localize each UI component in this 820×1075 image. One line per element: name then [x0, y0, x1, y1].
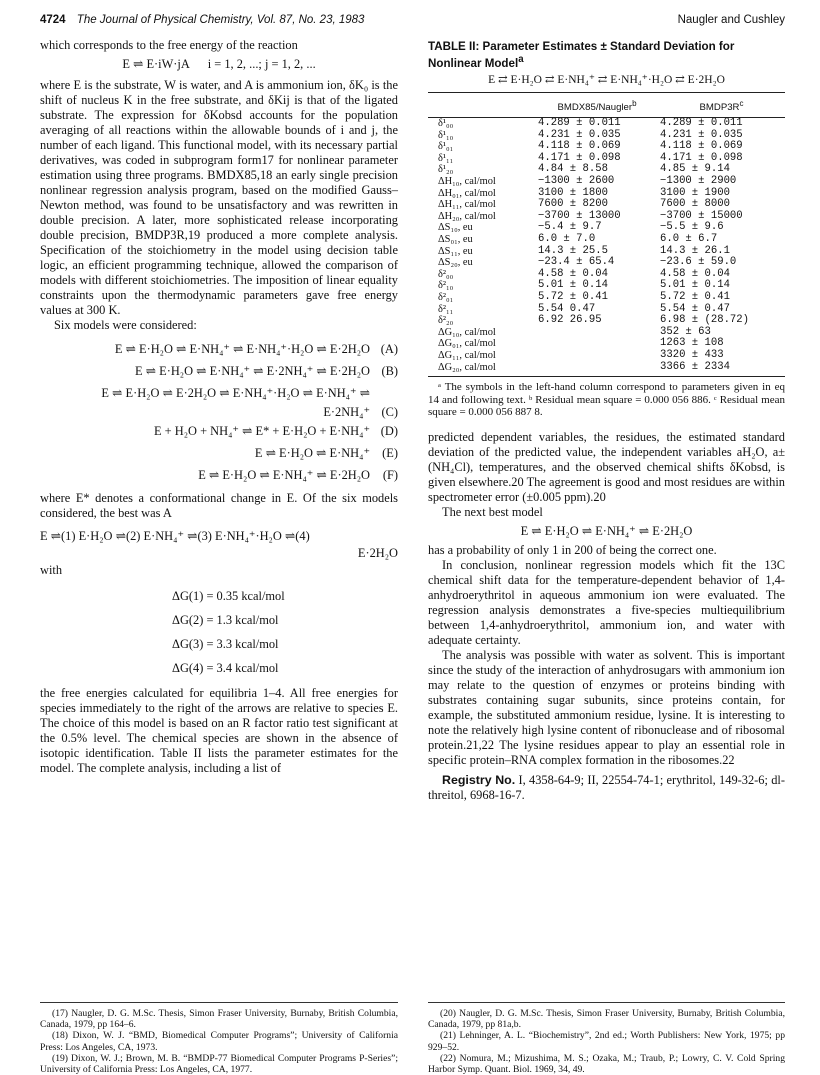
free-energy-value: ΔG(2) = 1.3 kcal/mol	[172, 613, 279, 627]
parameter-value: 4.85 ± 9.14	[660, 163, 730, 176]
left-column	[40, 38, 398, 776]
parameter-value: 352 ± 63	[660, 325, 711, 338]
parameter-value: 6.98 ± (28.72)	[660, 314, 750, 327]
table-row	[428, 222, 785, 234]
best-model-equation-cont: E·2H₂O	[357, 546, 398, 560]
running-header	[40, 14, 785, 32]
parameter-name: δ²₁₀	[438, 280, 454, 292]
parameter-name: ΔS₁₀, eu	[438, 222, 473, 234]
model-list	[40, 339, 398, 487]
parameter-name: δ¹₀₀	[438, 118, 454, 130]
paragraph: In conclusion, nonlinear regression models which fit the 13C chemical shift data for the temperature-dependent behavior of 1,4-anhydroerythritol in aqueous ammonium ion were evaluated. The regression analysis demonstrates a five-species multiequilibrium between 1,4-anhydroerythritol, ammonium ion, and water with adequate certainty.	[428, 558, 785, 648]
model-equation	[40, 443, 398, 465]
paragraph: has a probability of only 1 in 200 of being the correct one.	[428, 543, 717, 558]
paragraph: which corresponds to the free energy of the reaction	[40, 38, 298, 52]
parameter-value: 5.72 ± 0.41	[538, 290, 608, 303]
parameter-name: δ²₂₀	[438, 315, 454, 327]
parameter-value: 14.3 ± 26.1	[660, 244, 730, 257]
model-expression: E + H₂O + NH₄⁺ ⇌ E* + E·H₂O + E·NH₄⁺	[154, 424, 370, 438]
parameter-value: 5.01 ± 0.14	[538, 279, 608, 292]
parameter-value: 5.72 ± 0.41	[660, 290, 730, 303]
parameter-name: δ²₀₁	[438, 291, 454, 303]
table-scheme: E ⇄ E·H₂O ⇄ E·NH₄⁺ ⇄ E·NH₄⁺·H₂O ⇄ E·2H₂O	[428, 73, 785, 93]
table-row	[428, 327, 785, 339]
parameter-value: 5.54 ± 0.47	[660, 302, 730, 315]
header-left	[40, 14, 364, 26]
free-energy-value: ΔG(3) = 3.3 kcal/mol	[172, 637, 279, 651]
table-row	[428, 176, 785, 188]
parameter-value: 7600 ± 8000	[660, 198, 730, 211]
model-expression: E ⇌ E·H₂O ⇌ E·NH₄⁺	[254, 446, 370, 460]
parameter-value: 4.289 ± 0.011	[538, 117, 621, 130]
table-row	[428, 211, 785, 223]
parameter-value: −5.5 ± 9.6	[660, 221, 724, 234]
model-label: (A)	[380, 342, 398, 356]
model-equation	[40, 361, 398, 383]
parameter-value: 4.231 ± 0.035	[538, 128, 621, 141]
parameter-value: 14.3 ± 25.5	[538, 244, 608, 257]
parameter-value: 4.84 ± 8.58	[538, 163, 608, 176]
table-row	[428, 315, 785, 327]
footnote: (20) Naugler, D. G. M.Sc. Thesis, Simon Fraser University, Burnaby, British Columbia, Canada, 1979, pp 81a,b.	[428, 1008, 785, 1031]
model-expression: E ⇌ E·H₂O ⇌ E·NH₄⁺ ⇌ E·2NH₄⁺ ⇌ E·2H₂O	[135, 364, 370, 378]
parameter-value: 4.171 ± 0.098	[538, 151, 621, 164]
page-number: 4724	[40, 14, 66, 26]
footnote: (18) Dixon, W. J. “BMD, Biomedical Computer Programs”; University of California Press: Los Angeles, CA, 1973.	[40, 1030, 398, 1053]
footnote: (22) Nomura, M.; Mizushima, M. S.; Ozaka, M.; Traub, P.; Lowry, C. V. Cold Spring Harbor Symp. Quant. Biol. 1969, 34, 49.	[428, 1052, 785, 1075]
model-label: (F)	[382, 468, 398, 482]
table-header-col1: BMDX85/Naugler$^b$	[536, 93, 658, 118]
parameter-value: −1300 ± 2900	[660, 175, 737, 188]
equation-reaction: E ⇌ E·iW·jA i = 1, 2, ...; j = 1, 2, ...	[122, 57, 316, 71]
parameter-name: ΔG₁₀, cal/mol	[438, 326, 496, 338]
registry-text: I, 4358-64-9; II, 22554-74-1; erythritol, 149-32-6; dl-threitol, 6968-16-7.	[428, 773, 785, 803]
table-row	[428, 234, 785, 246]
best-model-equation: E ⇌(1) E·H₂O ⇌(2) E·NH₄⁺ ⇌(3) E·NH₄⁺·H₂O ⇌(4)	[40, 529, 310, 543]
parameter-name: ΔH₁₀, cal/mol	[438, 176, 496, 188]
parameter-value: 3100 ± 1800	[538, 186, 608, 199]
parameter-table	[428, 93, 785, 377]
parameter-value: 4.58 ± 0.04	[660, 267, 730, 280]
table-row	[428, 350, 785, 362]
parameter-value: 4.289 ± 0.011	[660, 117, 743, 130]
footnote: (17) Naugler, D. G. M.Sc. Thesis, Simon Fraser University, Burnaby, British Columbia, Canada, 1979, pp 164–6.	[40, 1008, 398, 1031]
table-title	[428, 40, 785, 70]
paragraph: the free energies calculated for equilibria 1–4. All free energies for species immediately to the right of the arrows are relative to species E. The choice of this model is based on an R factor ratio test significant at the 0.5% level. The chemical species are shown in the absence of isotopic identification. Table II lists the parameter estimates for the model. The complete analysis, including a list of	[40, 686, 398, 775]
footnote: (21) Lehninger, A. L. “Biochemistry”, 2nd ed.; Worth Publishers: New York, 1975; pp 929–52.	[428, 1030, 785, 1053]
table-row	[428, 362, 785, 377]
parameter-value: −5.4 ± 9.7	[538, 221, 602, 234]
parameter-value	[536, 338, 658, 350]
paragraph: predicted dependent variables, the residues, the estimated standard deviation of the predicted value, the independent variables aH₂O, a±(NH₄Cl), temperatures, and the observed chemical shifts δKobsd, is given elsewhere.20 The agreement is good and most residues are within spectrometer error (±0.005 ppm).20	[428, 430, 785, 505]
parameter-value: 4.231 ± 0.035	[660, 128, 743, 141]
free-energy-value: ΔG(1) = 0.35 kcal/mol	[172, 589, 285, 603]
parameter-value: 4.171 ± 0.098	[660, 151, 743, 164]
model-equation	[40, 339, 398, 361]
parameter-name: ΔG₂₀, cal/mol	[428, 362, 536, 377]
parameter-name: ΔS₂₀, eu	[438, 257, 473, 269]
parameter-value: 4.118 ± 0.069	[660, 140, 743, 153]
parameter-name: δ²₁₁	[438, 303, 454, 315]
table-row	[428, 292, 785, 304]
parameter-value: 7600 ± 8200	[538, 198, 608, 211]
parameter-value: 1263 ± 108	[660, 337, 724, 350]
journal-citation: The Journal of Physical Chemistry, Vol. 87, No. 23, 1983	[76, 14, 365, 26]
table-row	[428, 338, 785, 350]
registry-numbers	[428, 773, 785, 803]
model-label: (B)	[381, 364, 398, 378]
parameter-value: 3366 ± 2334	[658, 362, 785, 377]
next-model-equation: E ⇌ E·H₂O ⇌ E·NH₄⁺ ⇌ E·2H₂O	[520, 524, 693, 539]
model-equation-cont	[40, 405, 398, 421]
parameter-name: δ¹₁₀	[438, 129, 454, 141]
table-title-text: TABLE II: Parameter Estimates ± Standard Deviation for Nonlinear Model	[428, 40, 735, 70]
parameter-value: 3100 ± 1900	[660, 186, 730, 199]
paragraph: Six models were considered:	[54, 318, 197, 332]
model-label: (C)	[381, 405, 398, 419]
parameter-name: δ²₀₀	[438, 268, 454, 280]
parameter-name: δ¹₀₁	[438, 141, 454, 153]
parameter-value: 6.0 ± 7.0	[538, 232, 596, 245]
paragraph: where E is the substrate, W is water, and A is ammonium ion, δK₀ is the shift of nucleus K in the free substrate, and δKij is that of the ligated substrate. The expression for δKobsd accounts for the population averaging of all reactions within the allowable bounds of i and j, the number of each ligand. This functional model, with its necessary partial derivatives, was coded in subprogram form17 for nonlinear parameter estimation using three programs. BMDX85,18 an early single precision nonlinear regression analysis program, based on the modified Gauss–Newton method, was found to be unsatisfactory and was rewritten in double precision. A later, more sophisticated release incorporating double precision, BMDP3R,19 produced a more complete analysis. Specification of the stoichiometry in the model using decision table logic, an efficient programming technique, allowed the comparison of models with different stoichiometries. The imposition of linear equality constraints upon the thermodynamic parameters gave free energy values at 300 K.	[40, 78, 398, 317]
free-energy-value: ΔG(4) = 3.4 kcal/mol	[172, 661, 279, 675]
paragraph: where E* denotes a conformational change in E. Of the six models considered, the best was A	[40, 491, 398, 520]
parameter-value: 6.0 ± 6.7	[660, 232, 718, 245]
table-title-sup: a	[518, 54, 524, 65]
footnotes-right	[428, 1002, 785, 1075]
model-label: (E)	[382, 446, 398, 460]
parameter-name: δ¹₁₁	[438, 152, 454, 164]
paragraph: The analysis was possible with water as solvent. This is important since the study of the interaction of anhydrosugars with ammonium ion may relate to the question of enzymes or proteins binding with substrates containing sugar subunits, since proteins contain, for example, the substituted ammonium residue, lysine. It is interesting to note the relatively high lysine content of ribonuclease and of ribosomal protein.21,22 The lysine residues appear to play an essential role in specific protein–RNA complex formation in the ribosomes.22	[428, 648, 785, 768]
parameter-value	[536, 327, 658, 339]
parameter-value: −3700 ± 13000	[538, 209, 621, 222]
parameter-name: ΔH₁₁, cal/mol	[438, 199, 496, 211]
parameter-value: −23.6 ± 59.0	[660, 256, 737, 269]
model-expression: E ⇌ E·H₂O ⇌ E·2H₂O ⇌ E·NH₄⁺·H₂O ⇌ E·NH₄⁺ ⇌	[101, 386, 370, 400]
model-expression: E ⇌ E·H₂O ⇌ E·NH₄⁺ ⇌ E·NH₄⁺·H₂O ⇌ E·2H₂O	[114, 342, 370, 356]
table-header-col2: $BMDP3R^c$	[658, 93, 785, 118]
free-energy-list	[172, 584, 398, 680]
table-footnote: ᵃ The symbols in the left-hand column correspond to parameters given in eq 14 and following text. ᵇ Residual mean square = 0.000 056 886. ᶜ Residual mean square = 0.000 056 887 8.	[428, 381, 785, 418]
model-expression: E ⇌ E·H₂O ⇌ E·NH₄⁺ ⇌ E·2H₂O	[198, 468, 370, 482]
parameter-name: ΔH₀₁, cal/mol	[438, 187, 496, 199]
table-header-param	[428, 93, 536, 118]
with-label: with	[40, 563, 63, 577]
footnotes-left	[40, 1002, 398, 1075]
model-equation	[40, 421, 398, 443]
parameter-name: ΔH₂₀, cal/mol	[438, 210, 496, 222]
parameter-name: ΔG₁₁, cal/mol	[438, 349, 496, 361]
parameter-name: δ¹₂₀	[438, 164, 454, 176]
parameter-name: ΔG₀₁, cal/mol	[438, 338, 496, 350]
table-row	[428, 118, 785, 130]
model-expression-cont: E·2NH₄⁺	[323, 405, 370, 419]
parameter-value	[536, 350, 658, 362]
parameter-value: 5.01 ± 0.14	[660, 279, 730, 292]
footnote: (19) Dixon, W. J.; Brown, M. B. “BMDP-77 Biomedical Computer Programs P-Series”; University of California Press: Los Angeles, CA, 1977.	[40, 1052, 398, 1075]
parameter-value: −3700 ± 15000	[660, 209, 743, 222]
parameter-value: 6.92 26.95	[538, 314, 602, 327]
paragraph: The next best model	[442, 505, 543, 520]
parameter-value: 4.58 ± 0.04	[538, 267, 608, 280]
parameter-value: 3320 ± 433	[660, 348, 724, 361]
parameter-value: 4.118 ± 0.069	[538, 140, 621, 153]
model-label: (D)	[380, 424, 398, 438]
parameter-value: −1300 ± 2600	[538, 175, 615, 188]
parameter-value: 5.54 0.47	[538, 302, 596, 315]
parameter-value: −23.4 ± 65.4	[538, 256, 615, 269]
parameter-name: ΔS₁₁, eu	[438, 245, 473, 257]
parameter-name: ΔS₀₁, eu	[438, 233, 473, 245]
header-authors: Naugler and Cushley	[677, 14, 785, 26]
registry-label: Registry No.	[442, 773, 516, 788]
model-equation	[40, 465, 398, 487]
model-equation	[40, 383, 398, 405]
right-column	[428, 38, 785, 803]
parameter-value	[536, 362, 658, 377]
